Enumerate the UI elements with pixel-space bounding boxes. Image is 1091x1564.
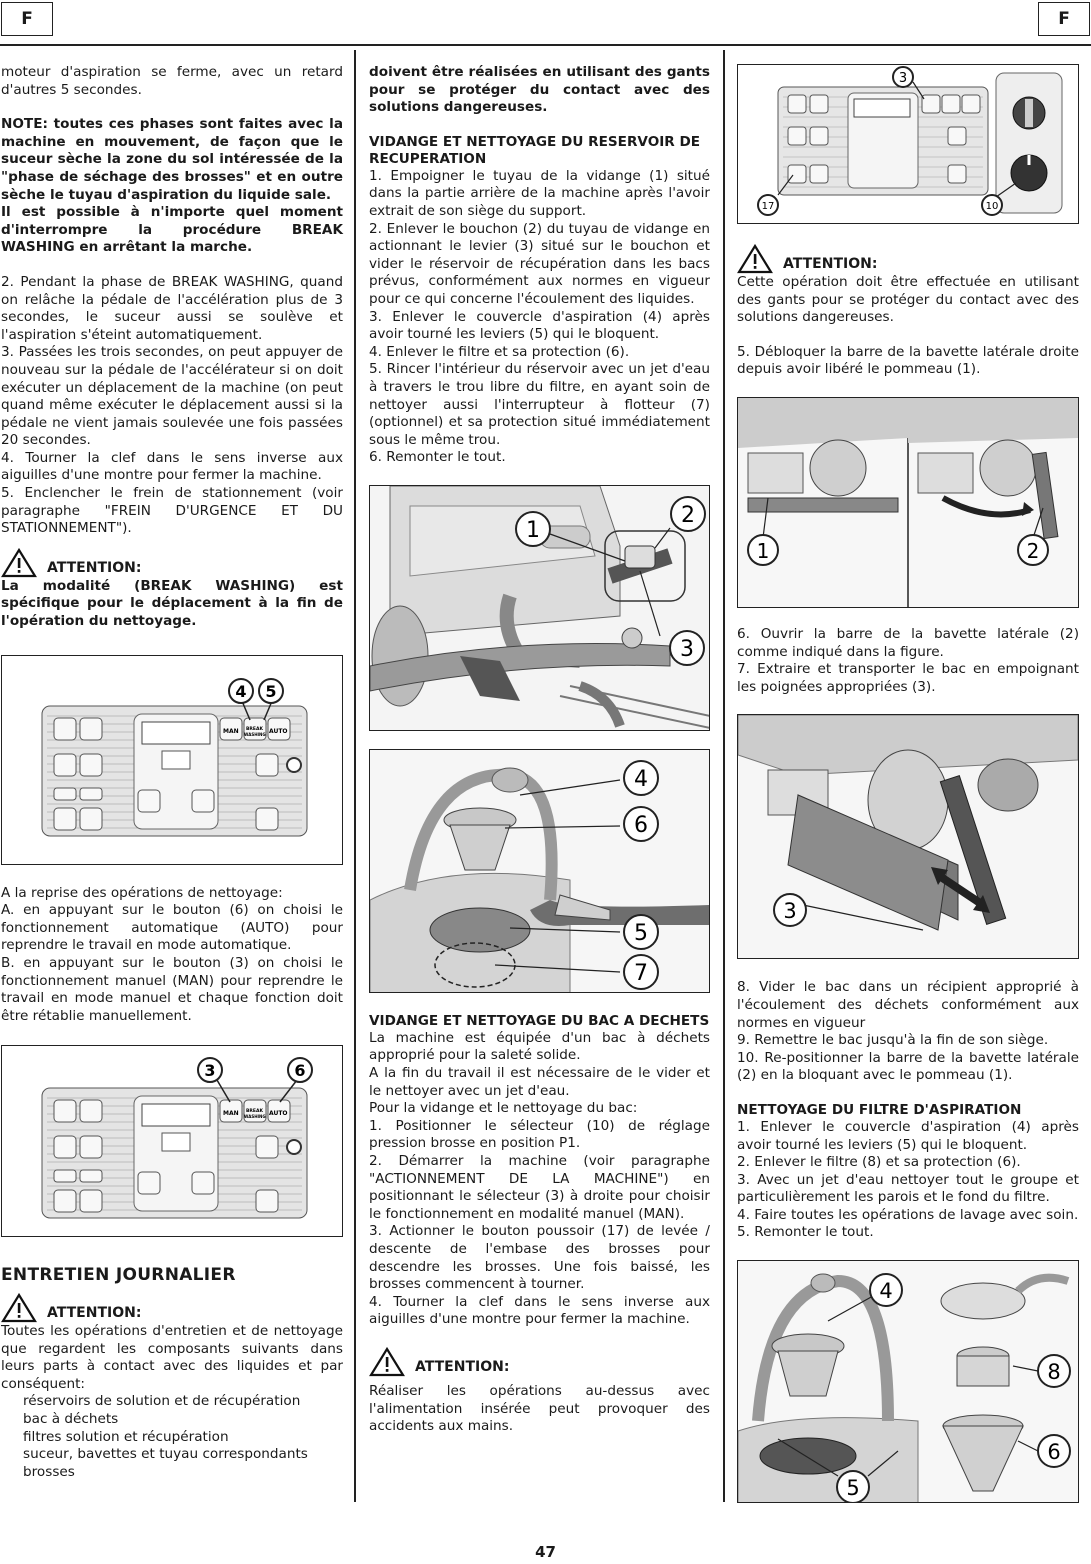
attention-heading-4 (737, 244, 1079, 274)
callout-2: 2 (1026, 538, 1040, 563)
attention-label-3: ATTENTION: (415, 1359, 510, 1376)
resume-a: A. en appuyant sur le bouton (6) on choisi le fonctionnement automatique (AUTO) pour reprendre le travail en mode automatique. (1, 902, 343, 954)
language-tag-left: F (1, 2, 53, 36)
step-4: 4. Tourner la clef dans le sens inverse aux aiguilles d'une montre pour fermer la machine. (1, 449, 343, 484)
step-3: 3. Passées les trois secondes, on peut appuyer de nouveau sur la pédale de l'accélérateur si on doit exécuter un déplacement de la machine (on peut quand même exécuter le déplacement aussi si la pédale ne vient jamais soulevée une fois passées 20 secondes. (1, 344, 343, 449)
step: 2. Enlever le filtre (8) et sa protection (6). (737, 1154, 1021, 1171)
step: 2. Démarrer la machine (voir paragraphe "ACTIONNEMENT DE LA MACHINE") en positionnant le sélecteur (3) à droite pour choisir le fonctionnement en modalité manuel (MAN). (369, 1153, 710, 1222)
filter-exploded-figure (737, 1260, 1079, 1503)
callout-4: 4 (879, 1279, 893, 1304)
attention-text-3: Réaliser les opérations au-dessus avec l'alimentation insérée peut provoquer des accidents aux mains. (369, 1382, 710, 1435)
list-item: suceur, bavettes et tuyau correspondants (23, 1446, 308, 1463)
attention-text-4: Cette opération doit être effectuée en utilisant des gants pour se protéger du contact avec des solutions dangereuses. (737, 274, 1079, 326)
drain-hose-figure (369, 485, 710, 731)
paragraph: La machine est équipée d'un bac à déchets approprié pour la saleté solide. (369, 1029, 710, 1064)
section-heading-2: VIDANGE ET NETTOYAGE DU BAC A DECHETS (369, 1012, 710, 1029)
washing-label: WASHING (244, 731, 266, 737)
step-8: 8. Vider le bac dans un récipient approprié à l'écoulement des déchets conformément aux normes en vigueur (737, 979, 1079, 1031)
paragraph-continuation: moteur d'aspiration se ferme, avec un retard d'autres 5 secondes. (1, 64, 343, 98)
warning-icon (1, 548, 37, 578)
control-panel-figure-2 (1, 1045, 343, 1237)
section-heading: VIDANGE ET NETTOYAGE DU RESERVOIR DE RECUPERATION (369, 133, 701, 167)
warning-icon (369, 1347, 405, 1377)
step-6: 6. Ouvrir la barre de la bavette latérale (2) comme indiqué dans la figure. (737, 625, 1079, 660)
callout-8: 8 (1047, 1360, 1061, 1385)
callout-6: 6 (634, 812, 648, 838)
list-item: brosses (23, 1463, 75, 1480)
break-label: BREAK (246, 726, 263, 732)
auto-label-2: AUTO (269, 1110, 288, 1118)
column-divider-left (354, 50, 356, 1502)
attention-text-2: Toutes les opérations d'entretien et de nettoyage que regardent les composants suivants dans leurs parts à contact avec des liquides et par conséquent: (1, 1322, 343, 1392)
step-5: 5. Enclencher le frein de stationnement (voir paragraphe "FREIN D'URGENCE ET DU STATIONNEMENT"). (1, 485, 343, 537)
list-item: réservoirs de solution et de récupération (23, 1393, 301, 1410)
step: 6. Remonter le tout. (369, 449, 506, 466)
step: 3. Enlever le couvercle d'aspiration (4) après avoir tourné les leviers (5) qui le bloquent. (369, 308, 710, 343)
step-2: 2. Pendant la phase de BREAK WASHING, quand on relâche la pédale de l'accélération plus de 3 secondes, le suceur aussi se soulève et l'aspiration s'éteint automatiquement. (1, 273, 343, 343)
column-3 (737, 64, 1079, 1503)
paragraph: Pour la vidange et le nettoyage du bac: (369, 1100, 638, 1117)
column-divider-right (723, 50, 725, 1502)
callout-4: 4 (235, 681, 247, 701)
control-panel-figure-1 (1, 655, 343, 865)
note-paragraph: NOTE: toutes ces phases sont faites avec la machine en mouvement, de façon que le suceur sèche la zone du sol intéressée de la "phase de séchage des brosses" et en outre sèche le tuyau d'aspiration du liquide sale. (1, 116, 343, 203)
attention-heading-3 (369, 1347, 710, 1377)
header-rule (0, 44, 1091, 46)
auto-label: AUTO (269, 727, 288, 735)
callout-5: 5 (265, 681, 277, 701)
attention-heading-2 (1, 1293, 343, 1323)
callout-1: 1 (756, 538, 770, 563)
step-9: 9. Remettre le bac jusqu'à la fin de son siège. (737, 1032, 1049, 1049)
key-selector-figure (737, 64, 1079, 224)
callout-10: 10 (985, 201, 999, 212)
language-tag-right: F (1038, 2, 1090, 36)
step: 4. Enlever le filtre et sa protection (6). (369, 343, 630, 360)
resume-intro: A la reprise des opérations de nettoyage: (1, 884, 283, 901)
section-title: ENTRETIEN JOURNALIER (1, 1265, 236, 1286)
note-paragraph-2: Il est possible à n'importe quel moment d'interrompre la procédure BREAK WASHING en arrêtant la marche. (1, 204, 343, 256)
page-number: 47 (535, 1543, 556, 1561)
attention-label-2: ATTENTION: (47, 1305, 142, 1322)
step: 4. Tourner la clef dans le sens inverse aux aiguilles d'une montre pour fermer la machine. (369, 1293, 710, 1328)
attention-heading (1, 548, 343, 578)
list-item: bac à déchets (23, 1410, 119, 1427)
component-list (1, 1393, 343, 1481)
callout-2: 2 (681, 502, 695, 528)
callout-6: 6 (294, 1061, 306, 1081)
break-label-2: BREAK (246, 1109, 263, 1115)
step: 1. Positionner le sélecteur (10) de réglage pression brosse en position P1. (369, 1117, 710, 1152)
washing-label-2: WASHING (244, 1114, 266, 1120)
step: 4. Faire toutes les opérations de lavage avec soin. (737, 1206, 1079, 1223)
resume-b: B. en appuyant sur le bouton (3) on choisi le fonctionnement manuel (MAN) pour reprendre le travail en mode manuel et chaque fonction doit être rétablie manuellement. (1, 955, 343, 1024)
warning-icon (1, 1293, 37, 1323)
step: 2. Enlever le bouchon (2) du tuyau de vidange en actionnant le levier (3) situé sur le bouchon et vider le réservoir de récupération dans les bacs prévus, conformément aux normes en vigueur pour ce qui concerne l'écoulement des liquides. (369, 220, 710, 307)
callout-7: 7 (634, 960, 648, 986)
man-label-2: MAN (223, 1110, 239, 1118)
step: 5. Rincer l'intérieur du réservoir avec un jet d'eau à travers le trou libre du filtre, en ayant soin de nettoyer aussi l'interrupteur à flotteur (7) (optionnel) et sa protection situé immédiatement sous le même trou. (369, 361, 710, 448)
step-7: 7. Extraire et transporter le bac en empoignant les poignées appropriées (3). (737, 661, 1079, 695)
list-item: filtres solution et récupération (23, 1428, 229, 1445)
attention-text: La modalité (BREAK WASHING) est spécifique pour le déplacement à la fin de l'opération du nettoyage. (1, 577, 343, 630)
side-squeegee-figure (737, 397, 1079, 608)
step: 5. Remonter le tout. (737, 1224, 874, 1241)
step-10: 10. Re-positionner la barre de la bavette latérale (2) en la bloquant avec le pommeau (1). (737, 1049, 1079, 1084)
callout-5: 5 (634, 920, 648, 946)
warning-icon (737, 244, 773, 274)
paragraph-continuation: doivent être réalisées en utilisant des gants pour se protéger du contact avec des solutions dangereuses. (369, 64, 710, 116)
callout-3: 3 (898, 71, 908, 86)
callout-5: 5 (846, 1476, 860, 1501)
step-5: 5. Débloquer la barre de la bavette latérale droite depuis avoir libéré le pommeau (1). (737, 343, 1079, 378)
column-2 (369, 64, 710, 1436)
debris-tray-figure (737, 714, 1079, 959)
callout-6: 6 (1047, 1440, 1061, 1465)
step: 3. Avec un jet d'eau nettoyer tout le groupe et particulièrement les parois et le fond du filtre. (737, 1171, 1079, 1206)
suction-filter-figure (369, 749, 710, 993)
column-1 (1, 64, 343, 1481)
man-label: MAN (223, 727, 239, 735)
callout-4: 4 (634, 766, 648, 792)
callout-3: 3 (783, 899, 797, 924)
attention-label-4: ATTENTION: (783, 256, 878, 273)
callout-17: 17 (761, 201, 775, 212)
step: 3. Actionner le bouton poussoir (17) de levée / descente de l'embase des brosses pour descendre les brosses. Une fois baissé, les brosses commencent à tourner. (369, 1223, 710, 1293)
callout-3: 3 (204, 1061, 216, 1081)
paragraph: A la fin du travail il est nécessaire de le vider et le nettoyer avec un jet d'eau. (369, 1065, 710, 1099)
section-heading-3: NETTOYAGE DU FILTRE D'ASPIRATION (737, 1101, 1022, 1118)
attention-label: ATTENTION: (47, 560, 142, 577)
callout-3: 3 (680, 636, 694, 662)
step: 1. Enlever le couvercle d'aspiration (4) après avoir tourné les leviers (5) qui le bloquent. (737, 1118, 1079, 1153)
step: 1. Empoigner le tuyau de la vidange (1) situé dans la partie arrière de la machine après l'avoir extrait de son siège du support. (369, 167, 710, 219)
callout-1: 1 (526, 517, 540, 543)
